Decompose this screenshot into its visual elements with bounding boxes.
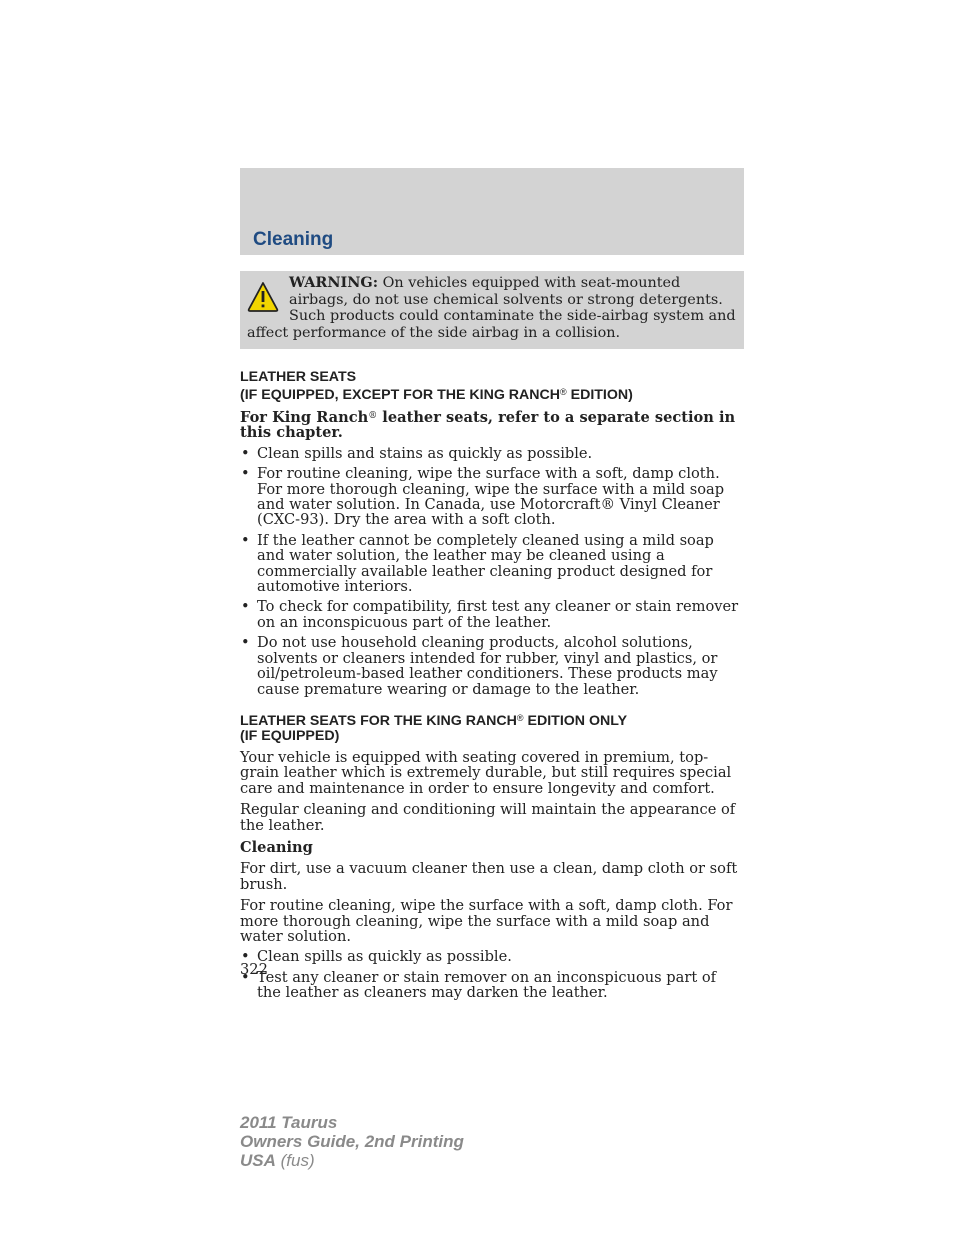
- section1-intro: [240, 409, 744, 441]
- section1-heading-line1: LEATHER SEATS: [240, 369, 357, 385]
- section2-heading: [240, 711, 744, 744]
- section1-heading-line2-end: EDITION): [566, 387, 633, 403]
- section2-paragraph: Regular cleaning and conditioning will maintain the appearance of the leather.: [240, 801, 736, 834]
- footer: [240, 1113, 464, 1170]
- cleaning-subheading: Cleaning: [240, 838, 313, 856]
- list-item: • Clean spills as quickly as possible.: [240, 949, 744, 964]
- section1-heading: [240, 370, 744, 403]
- section2-paragraph: Your vehicle is equipped with seating covered in premium, top-grain leather which is extremely durable, but still requires special care and maintenance in order to ensure longevity and comfort.: [240, 748, 732, 797]
- section-title: Cleaning: [253, 229, 334, 250]
- registered-mark: ®: [560, 387, 567, 397]
- footer-code: (fus): [275, 1151, 315, 1170]
- intro-end: leather seats, refer to a separate section in this chapter.: [240, 409, 736, 442]
- warning-box: [240, 271, 744, 349]
- main-content: [240, 370, 744, 1001]
- warning-text: On vehicles equipped with seat-mounted airbags, do not use chemical solvents or strong detergents. Such products could contaminate the side-airbag system and affect performance of the side airbag in a collision.: [247, 275, 736, 341]
- list-item: • Test any cleaner or stain remover on an inconspicuous part of the leather as cleaners may darken the leather.: [240, 970, 744, 1001]
- section-header-bar: [240, 168, 744, 255]
- list-item: • If the leather cannot be completely cleaned using a mild soap and water solution, the leather may be cleaned using a commercially available leather cleaning product designed for automotive interiors.: [240, 533, 744, 595]
- warning-label: WARNING:: [289, 274, 379, 291]
- section2-heading-line1-end: EDITION ONLY: [523, 712, 628, 729]
- section1-heading-line2: (IF EQUIPPED, EXCEPT FOR THE KING RANCH: [240, 387, 561, 403]
- intro-start: For King Ranch: [240, 409, 369, 426]
- warning-triangle-icon: [247, 281, 279, 313]
- registered-mark: ®: [368, 411, 378, 421]
- footer-line2: Owners Guide, 2nd Printing: [240, 1132, 464, 1151]
- list-item: • Do not use household cleaning products, alcohol solutions, solvents or cleaners intended for rubber, vinyl and plastics, or oil/petroleum-based leather conditioners. These products may cause premature wearing or damage to the leather.: [240, 635, 744, 697]
- list-item: • For routine cleaning, wipe the surface with a soft, damp cloth. For more thorough cleaning, wipe the surface with a mild soap and water solution. In Canada, use Motorcraft® Vinyl Cleaner (CXC-93). Dry the area with a soft cloth.: [240, 466, 744, 528]
- list-item: • Clean spills and stains as quickly as possible.: [240, 446, 744, 461]
- section1-bullet-list: [240, 446, 744, 697]
- registered-mark: ®: [516, 712, 524, 723]
- section2-heading-line1: LEATHER SEATS FOR THE KING RANCH: [240, 712, 517, 729]
- footer-region: USA: [240, 1151, 276, 1170]
- section2-paragraph: For dirt, use a vacuum cleaner then use a clean, damp cloth or soft brush.: [240, 860, 738, 893]
- section2-paragraph: For routine cleaning, wipe the surface with a soft, damp cloth. For more thorough cleaning, wipe the surface with a mild soap and water solution.: [240, 897, 733, 945]
- page-number: 322: [240, 961, 268, 978]
- footer-line1: 2011 Taurus: [240, 1113, 338, 1132]
- list-item: • To check for compatibility, first test any cleaner or stain remover on an inconspicuous part of the leather.: [240, 599, 744, 630]
- section2-bullet-list: [240, 949, 744, 1000]
- section2-heading-line2: (IF EQUIPPED): [240, 727, 340, 744]
- footer-line3: [240, 1151, 464, 1170]
